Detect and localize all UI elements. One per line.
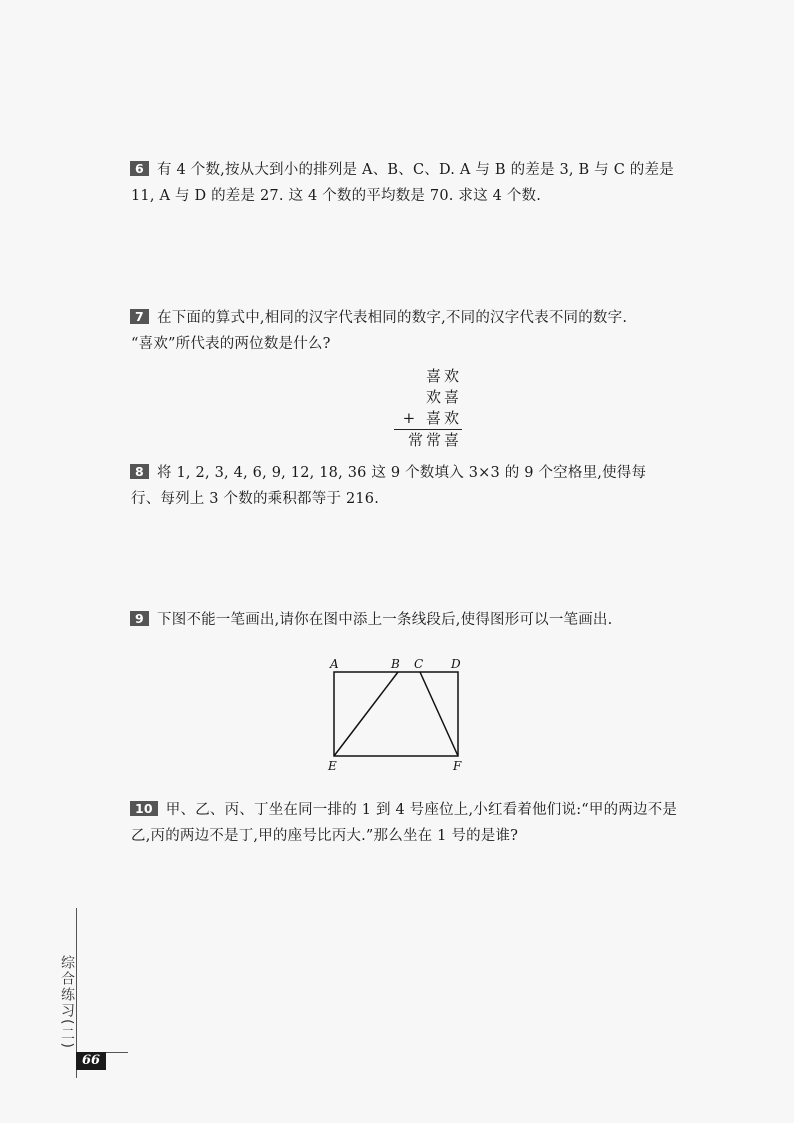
problem-6-line2: 11, A 与 D 的差是 27. 这 4 个数的平均数是 70. 求这 4 个数.: [131, 188, 542, 204]
problem-text: 下图不能一笔画出,请你在图中添上一条线段后,使得图形可以一笔画出.: [157, 612, 613, 628]
problem-7-line2: “喜欢”所代表的两位数是什么?: [131, 336, 331, 352]
problem-10: [130, 797, 700, 849]
problem-text: 在下面的算式中,相同的汉字代表相同的数字,不同的汉字代表不同的数字.: [157, 310, 628, 326]
problem-number: 8: [130, 464, 149, 479]
addend-3: + 喜欢: [402, 409, 462, 427]
problem-text: 将 1, 2, 3, 4, 6, 9, 12, 18, 36 这 9 个数填入 3×3 的 9 个空格里,使得每: [157, 465, 647, 481]
label-a: A: [330, 657, 339, 671]
problem-6-line1: [130, 157, 700, 183]
problem-7: [130, 305, 700, 357]
label-f: F: [453, 759, 462, 773]
problem-10-line1: [130, 797, 700, 823]
problem-10-line2: 乙,丙的两边不是丁,甲的座号比丙大.”那么坐在 1 号的是谁?: [131, 828, 519, 844]
problem-8: [130, 460, 700, 512]
vertical-addition: [392, 366, 462, 451]
page-number: 66: [76, 1052, 106, 1070]
label-d: D: [451, 657, 461, 671]
problem-6: [130, 157, 700, 209]
geometry-figure: [326, 656, 476, 776]
segment-cf: [420, 672, 458, 756]
problem-number: 9: [130, 611, 149, 626]
addend-1: 喜欢: [425, 367, 462, 385]
segment-eb: [334, 672, 398, 756]
problem-text: 甲、乙、丙、丁坐在同一排的 1 到 4 号座位上,小红看着他们说:“甲的两边不是: [165, 802, 678, 818]
label-b: B: [391, 657, 400, 671]
problem-9: [130, 607, 700, 633]
problem-9-line1: [130, 607, 700, 633]
sum-result: 常常喜: [407, 431, 462, 449]
problem-8-line1: [130, 460, 700, 486]
problem-number: 6: [130, 161, 149, 176]
problem-text: 有 4 个数,按从大到小的排列是 A、B、C、D. A 与 B 的差是 3, B 与 C 的差是: [157, 162, 674, 178]
section-label: 综合练习(二): [59, 955, 75, 1050]
addend-2: 欢喜: [425, 388, 462, 406]
problem-8-line2: 行、每列上 3 个数的乘积都等于 216.: [131, 491, 380, 507]
label-e: E: [328, 759, 337, 773]
problem-7-line1: [130, 305, 700, 331]
problem-number: 7: [130, 309, 149, 324]
problem-number: 10: [130, 801, 158, 816]
label-c: C: [414, 657, 424, 671]
